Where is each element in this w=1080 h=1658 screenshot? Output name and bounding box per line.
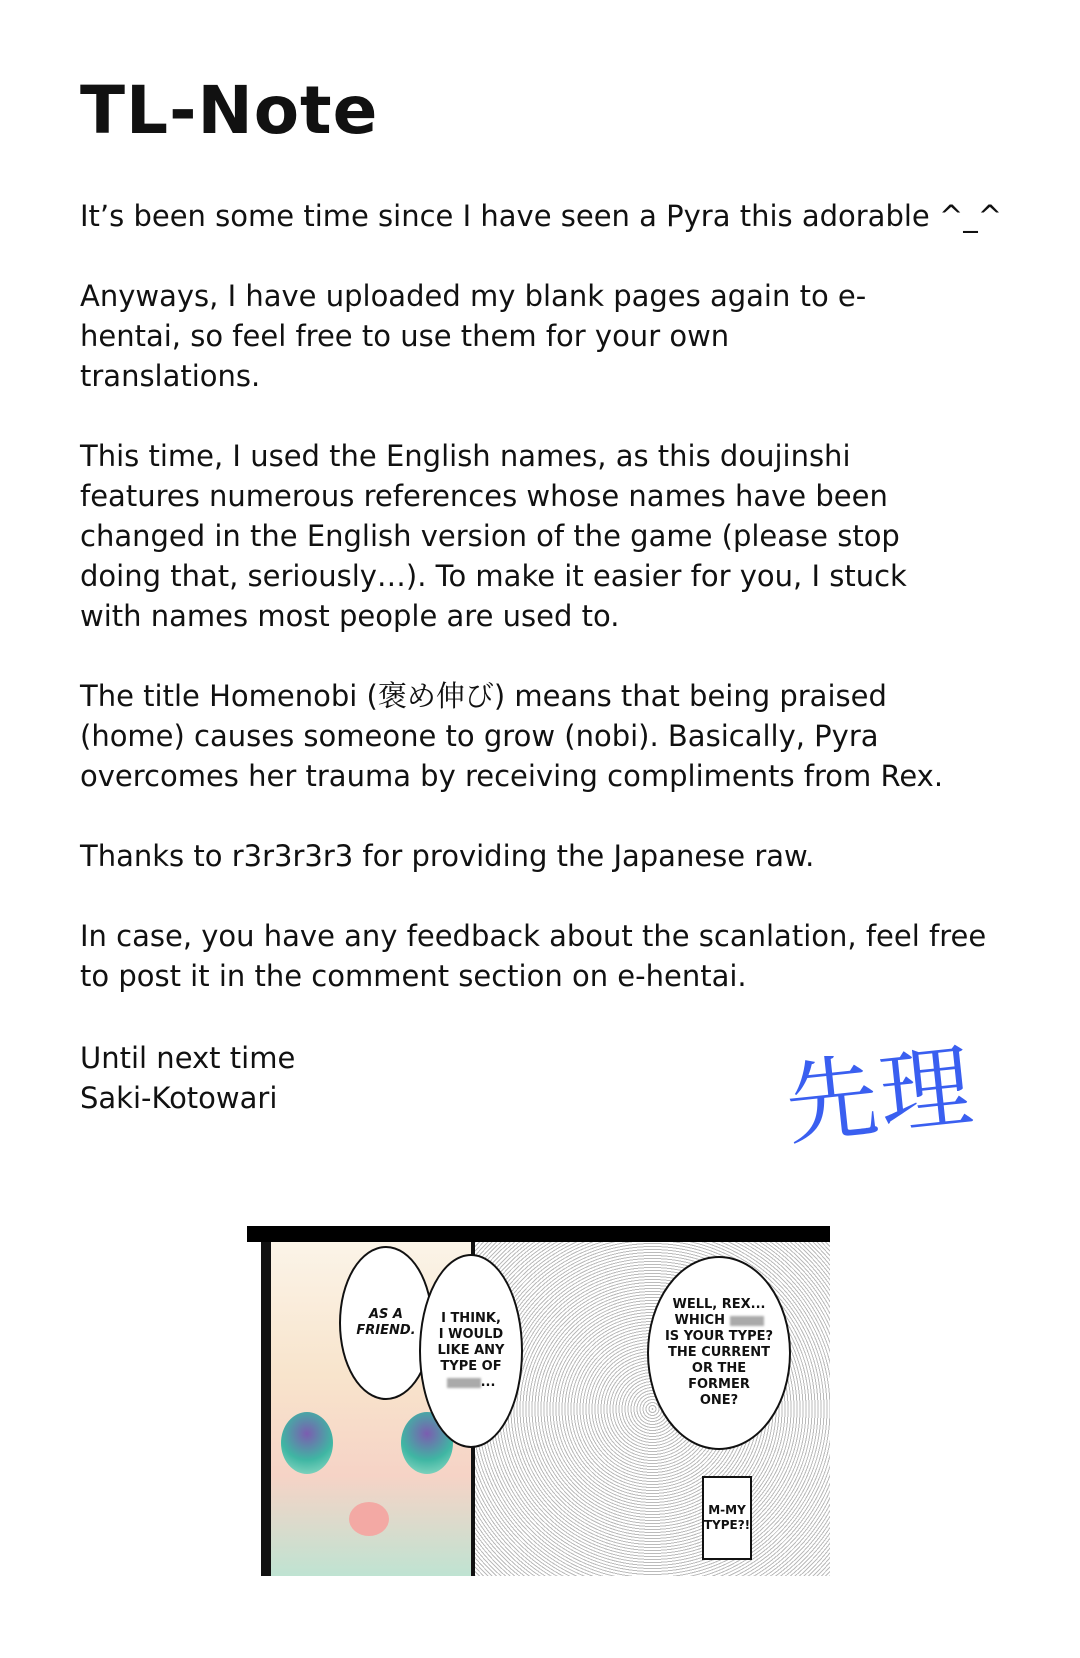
- paragraph: The title Homenobi (褒め伸び) means that being praised (home) causes someone to grow (nobi). Basically, Pyra overcomes her trauma by receiving compliments from Rex.: [80, 679, 944, 793]
- bubble-text: IS YOUR TYPE? THE CURRENT OR THE FORMER ONE?: [664, 1329, 774, 1408]
- manga-panel-image: [247, 1226, 830, 1576]
- page-title: TL-Note: [80, 72, 379, 149]
- paragraph: Anyways, I have uploaded my blank pages again to e-hentai, so feel free to use them for your own translations.: [80, 279, 867, 393]
- signoff: [80, 1038, 295, 1118]
- caption-box: M-MY TYPE?!: [702, 1476, 752, 1560]
- censored-text: [730, 1316, 764, 1326]
- signoff-line: Until next time: [80, 1041, 296, 1075]
- speech-bubble: [647, 1256, 791, 1450]
- bubble-text: I THINK, I WOULD LIKE ANY TYPE OF: [437, 1311, 505, 1374]
- paragraph: In case, you have any feedback about the scanlation, feel free to post it in the comment section on e-hentai.: [80, 919, 987, 993]
- paragraph: Thanks to r3r3r3r3 for providing the Japanese raw.: [80, 839, 815, 873]
- mouth-illustration: [349, 1502, 389, 1536]
- eye-illustration: [281, 1412, 333, 1474]
- note-body: [80, 196, 1040, 1036]
- bubble-text: ...: [480, 1375, 496, 1390]
- censored-text: [447, 1378, 481, 1388]
- signature-name: Saki-Kotowari: [80, 1081, 278, 1115]
- bubble-text: WELL, REX... WHICH: [672, 1297, 766, 1328]
- speech-bubble: [419, 1254, 523, 1448]
- signature-seal: 先理: [780, 1032, 979, 1159]
- panel-border: [247, 1226, 830, 1242]
- speech-bubble: AS A FRIEND.: [339, 1246, 433, 1400]
- paragraph: This time, I used the English names, as this doujinshi features numerous references whose names have been changed in the English version of the game (please stop doing that, seriously…). To make it easier for you, I stuck with names most people are used to.: [80, 439, 907, 633]
- paragraph: It’s been some time since I have seen a Pyra this adorable ^_^: [80, 199, 1003, 233]
